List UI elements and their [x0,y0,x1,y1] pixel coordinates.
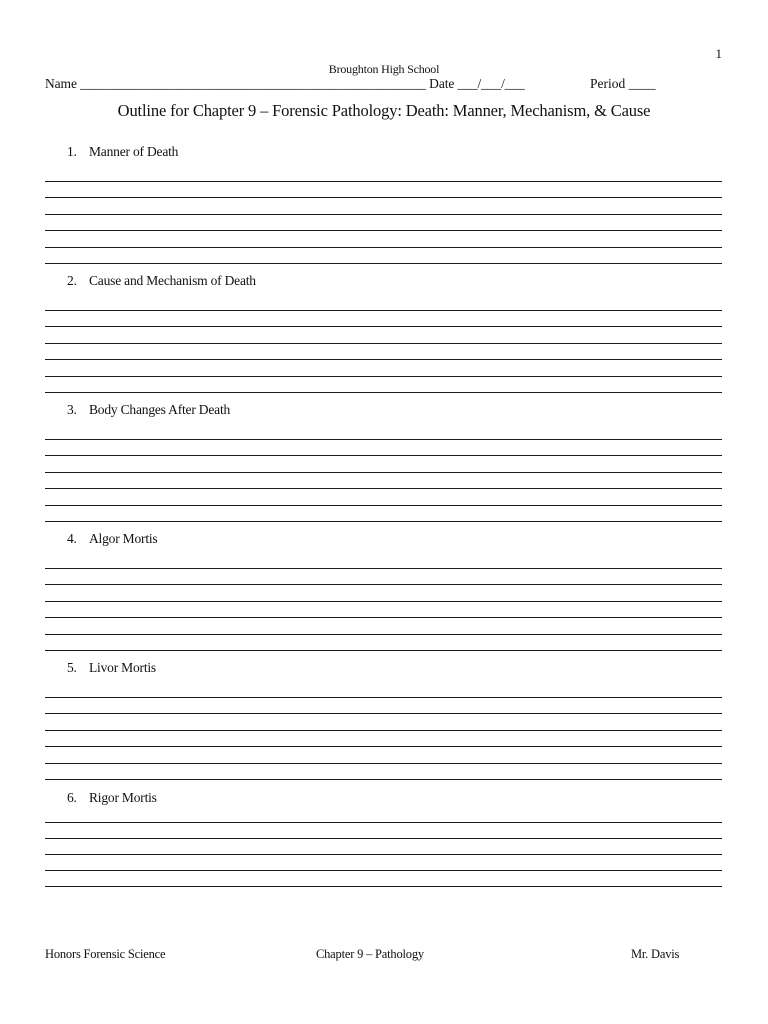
school-name: Broughton High School [328,62,440,76]
section-label: Algor Mortis [89,531,158,546]
section-label: Livor Mortis [89,660,156,675]
writing-line [45,870,722,871]
writing-line [45,392,722,393]
section-number: 6. [67,790,77,805]
writing-line [45,343,722,344]
section-heading [67,660,156,676]
writing-line [45,214,722,215]
section-heading [67,790,157,806]
writing-line [45,181,722,182]
writing-line [45,854,722,855]
writing-line [45,230,722,231]
writing-line [45,488,722,489]
footer-teacher: Mr. Davis [631,947,680,961]
writing-line [45,763,722,764]
writing-line [45,779,722,780]
writing-line [45,505,722,506]
section-label: Body Changes After Death [89,402,231,417]
writing-line [45,713,722,714]
writing-line [45,455,722,456]
writing-line [45,601,722,602]
writing-line [45,197,722,198]
section-label: Manner of Death [89,144,179,159]
writing-line [45,247,722,248]
section-number: 2. [67,273,77,288]
section-label: Cause and Mechanism of Death [89,273,256,288]
section-heading [67,273,256,289]
writing-line [45,886,722,887]
section-label: Rigor Mortis [89,790,157,805]
section-heading [67,531,157,547]
section-number: 3. [67,402,77,417]
section-number: 5. [67,660,77,675]
writing-line [45,634,722,635]
name-date-line: Name ____________________________________________________ Date ___/___/___ [45,76,525,91]
writing-line [45,568,722,569]
writing-line [45,822,722,823]
writing-line [45,521,722,522]
writing-line [45,326,722,327]
writing-line [45,263,722,264]
writing-line [45,439,722,440]
period-line: Period ____ [590,76,656,91]
section-heading [67,402,230,418]
writing-line [45,617,722,618]
page-number: 1 [715,46,722,61]
writing-line [45,310,722,311]
writing-line [45,650,722,651]
writing-line [45,730,722,731]
writing-line [45,584,722,585]
writing-line [45,746,722,747]
section-number: 4. [67,531,77,546]
footer-course: Honors Forensic Science [45,947,166,961]
writing-line [45,838,722,839]
section-number: 1. [67,144,77,159]
writing-line [45,359,722,360]
footer-chapter: Chapter 9 – Pathology [316,947,424,961]
section-heading [67,144,178,160]
writing-line [45,697,722,698]
writing-line [45,376,722,377]
writing-line [45,472,722,473]
document-title: Outline for Chapter 9 – Forensic Pathology: Death: Manner, Mechanism, & Cause [117,101,651,120]
